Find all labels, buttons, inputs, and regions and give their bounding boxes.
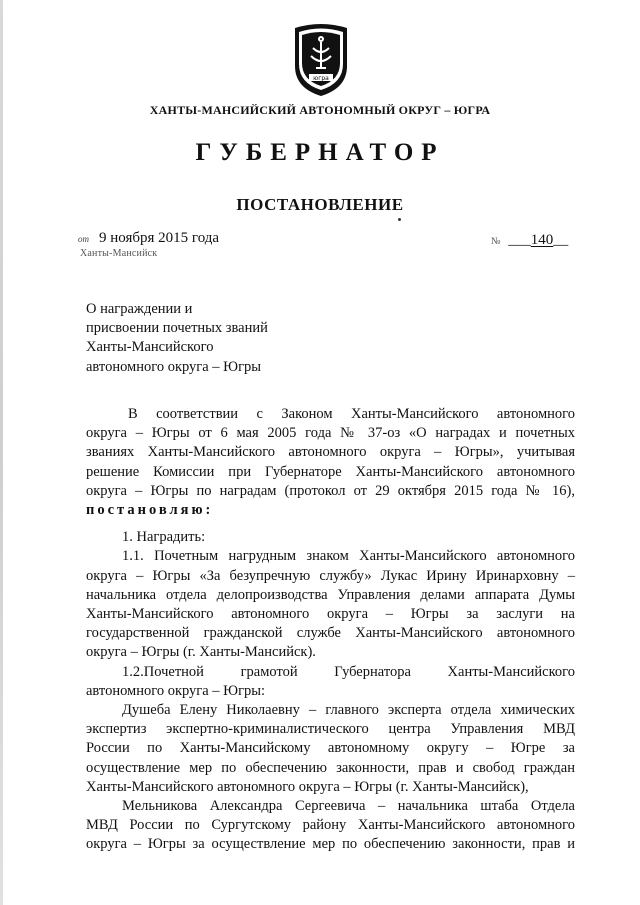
item-1-1-line: начальника отдела делопроизводства Управления делами аппарата Думы <box>86 586 575 603</box>
person-1-line: Душеба Елену Николаевну – главного эксперта отдела химических <box>122 702 575 719</box>
number-line <box>491 232 568 249</box>
person-2-line: Мельникова Александра Сергеевича – начальника штаба Отдела <box>122 798 575 815</box>
subject-line: О награждении и <box>86 301 193 317</box>
subject-line: присвоении почетных званий <box>86 320 268 337</box>
emblem-label: югра <box>313 75 329 82</box>
preamble-line: званиях Ханты-Мансийского автономного округа – Югры», учитывая <box>86 444 575 461</box>
subject-block <box>86 300 268 377</box>
person-1-line: осуществление мер по обеспечению законности, прав и свобод граждан <box>86 759 575 776</box>
authority-title: ГУБЕРНАТОР <box>195 139 445 166</box>
date-line <box>78 230 219 247</box>
region-title: ХАНТЫ-МАНСИЙСКИЙ АВТОНОМНЫЙ ОКРУГ – ЮГРА <box>149 103 491 117</box>
date-prefix: от <box>78 234 89 244</box>
item-1: 1. Наградить: <box>122 529 206 546</box>
resolve-line <box>86 501 575 520</box>
person-1-line: России по Ханты-Мансийскому автономному округу – Югре за <box>86 740 575 757</box>
preamble-line: округа – Югры по наградам (протокол от 29 октября 2015 года № 16), <box>86 482 575 499</box>
item-1-1-line: государственной гражданской службе Ханты-Мансийского автономного <box>86 625 575 642</box>
document-body <box>86 405 575 855</box>
item-1-1-line: округа – Югры (г. Ханты-Мансийск). <box>86 644 316 661</box>
coat-of-arms-emblem <box>289 22 353 98</box>
document-number: 140 <box>530 232 554 248</box>
number-trailer: __ <box>553 232 569 248</box>
preamble-line: округа – Югры от 6 мая 2005 года № 37-оз «О наградах и почетных <box>86 425 575 442</box>
item-1-1-line: 1.1. Почетным нагрудным знаком Ханты-Мансийского автономного <box>122 548 575 565</box>
item-1-1-line: округа – Югры «За безупречную службу» Лукас Ирину Иринарховну – <box>86 567 575 584</box>
preamble-line: В соответствии с Законом Ханты-Мансийского автономного <box>128 406 575 422</box>
scan-dot <box>398 218 401 221</box>
document-date: 9 ноября 2015 года <box>99 230 220 246</box>
item-1-2-line: автономного округа – Югры: <box>86 682 266 699</box>
city: Ханты-Мансийск <box>80 248 158 259</box>
document-type: ПОСТАНОВЛЕНИЕ <box>236 195 404 214</box>
person-2-line: МВД России по Сургутскому району Ханты-Мансийского автономного <box>86 817 575 834</box>
subject-line: автономного округа – Югры <box>86 358 262 375</box>
person-1-line: экспертиз экспертно-криминалистического центра Управления МВД <box>86 721 575 738</box>
scan-edge <box>0 0 3 905</box>
person-1-line: Ханты-Мансийского автономного округа – Югры (г. Ханты-Мансийск), <box>86 778 529 795</box>
number-prefix: № <box>491 236 501 247</box>
number-leader: ___ <box>508 232 531 248</box>
item-1-1-line: Ханты-Мансийского автономного округа – Югры за заслуги на <box>86 606 575 623</box>
resolve-word: постановляю: <box>86 502 214 519</box>
subject-line: Ханты-Мансийского <box>86 339 214 356</box>
person-2-line: округа – Югры за осуществление мер по обеспечению законности, прав и <box>86 836 575 853</box>
preamble-line: решение Комиссии при Губернаторе Ханты-Мансийского автономного <box>86 463 575 480</box>
item-1-2-line: 1.2.Почетной грамотой Губернатора Ханты-Мансийского <box>122 663 575 680</box>
